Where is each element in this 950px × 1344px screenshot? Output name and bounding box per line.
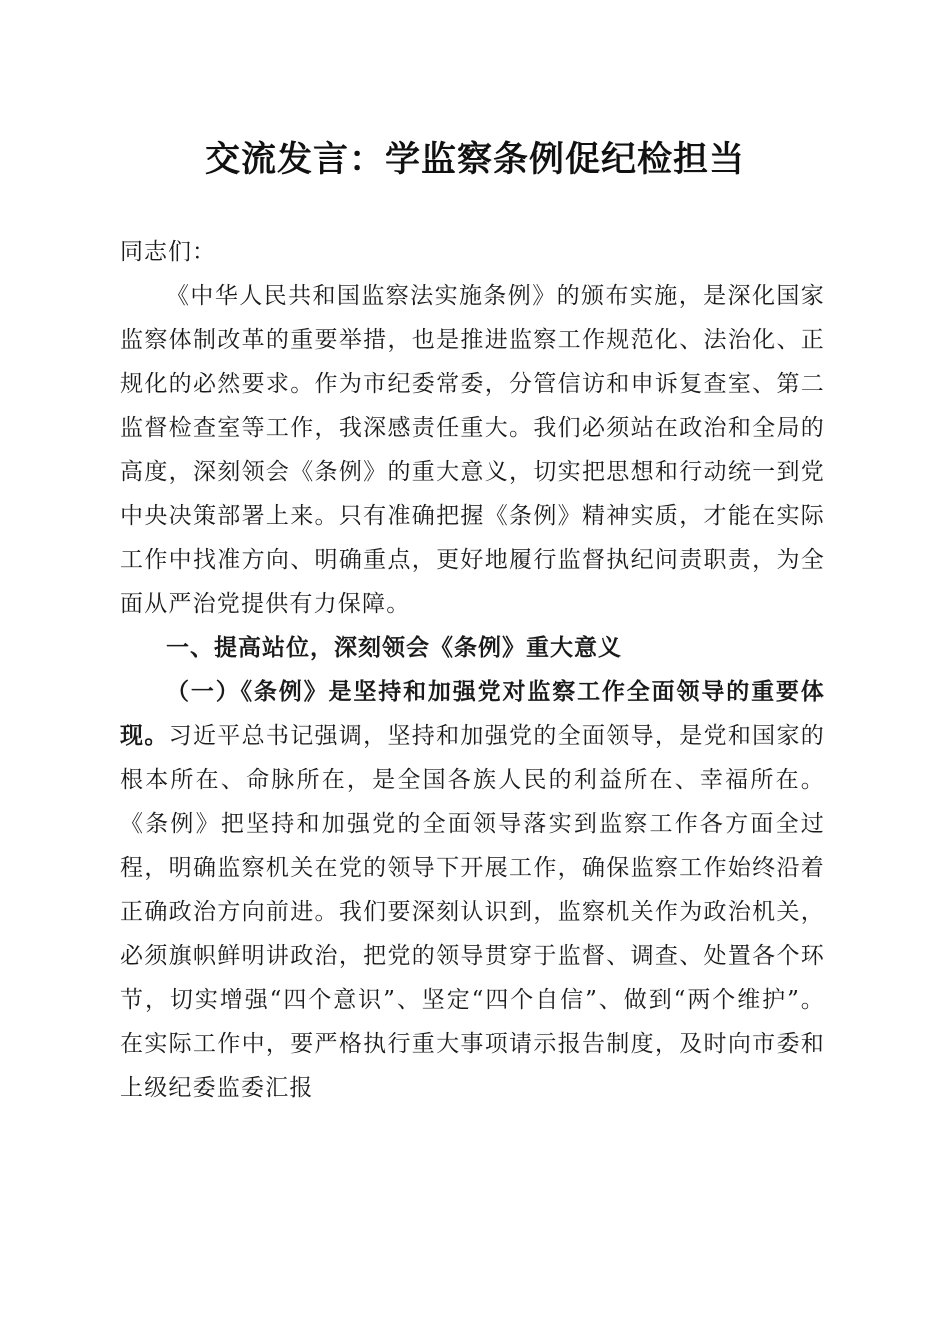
subsection-1-paragraph <box>120 670 825 1110</box>
salutation: 同志们： <box>120 239 216 265</box>
document-body <box>120 230 825 1110</box>
intro-paragraph: 《中华人民共和国监察法实施条例》的颁布实施，是深化国家监察体制改革的重要举措，也是推进监察工作规范化、法治化、正规化的必然要求。作为市纪委常委，分管信访和申诉复查室、第二监督检查室等工作，我深感责任重大。我们必须站在政治和全局的高度，深刻领会《条例》的重大意义，切实把思想和行动统一到党中央决策部署上来。只有准确把握《条例》精神实质，才能在实际工作中找准方向、明确重点，更好地履行监督执纪问责职责，为全面从严治党提供有力保障。 <box>120 283 825 617</box>
subsection-1-lead: （一）《条例》是坚持和加强党对监察工作全面领导的重要体现。 <box>120 678 825 749</box>
subsection-1-body: 习近平总书记强调，坚持和加强党的全面领导，是党和国家的根本所在、命脉所在，是全国各族人民的利益所在、幸福所在。《条例》把坚持和加强党的全面领导落实到监察工作各方面全过程，明确监察机关在党的领导下开展工作，确保监察工作始终沿着正确政治方向前进。我们要深刻认识到，监察机关作为政治机关，必须旗帜鲜明讲政治，把党的领导贯穿于监督、调查、处置各个环节，切实增强“四个意识”、坚定“四个自信”、做到“两个维护”。在实际工作中，要严格执行重大事项请示报告制度，及时向市委和上级纪委监委汇报 <box>120 723 826 1101</box>
section-heading-1: 一、提高站位，深刻领会《条例》重大意义 <box>166 635 622 661</box>
document-title: 交流发言：学监察条例促纪检担当 <box>204 139 745 180</box>
